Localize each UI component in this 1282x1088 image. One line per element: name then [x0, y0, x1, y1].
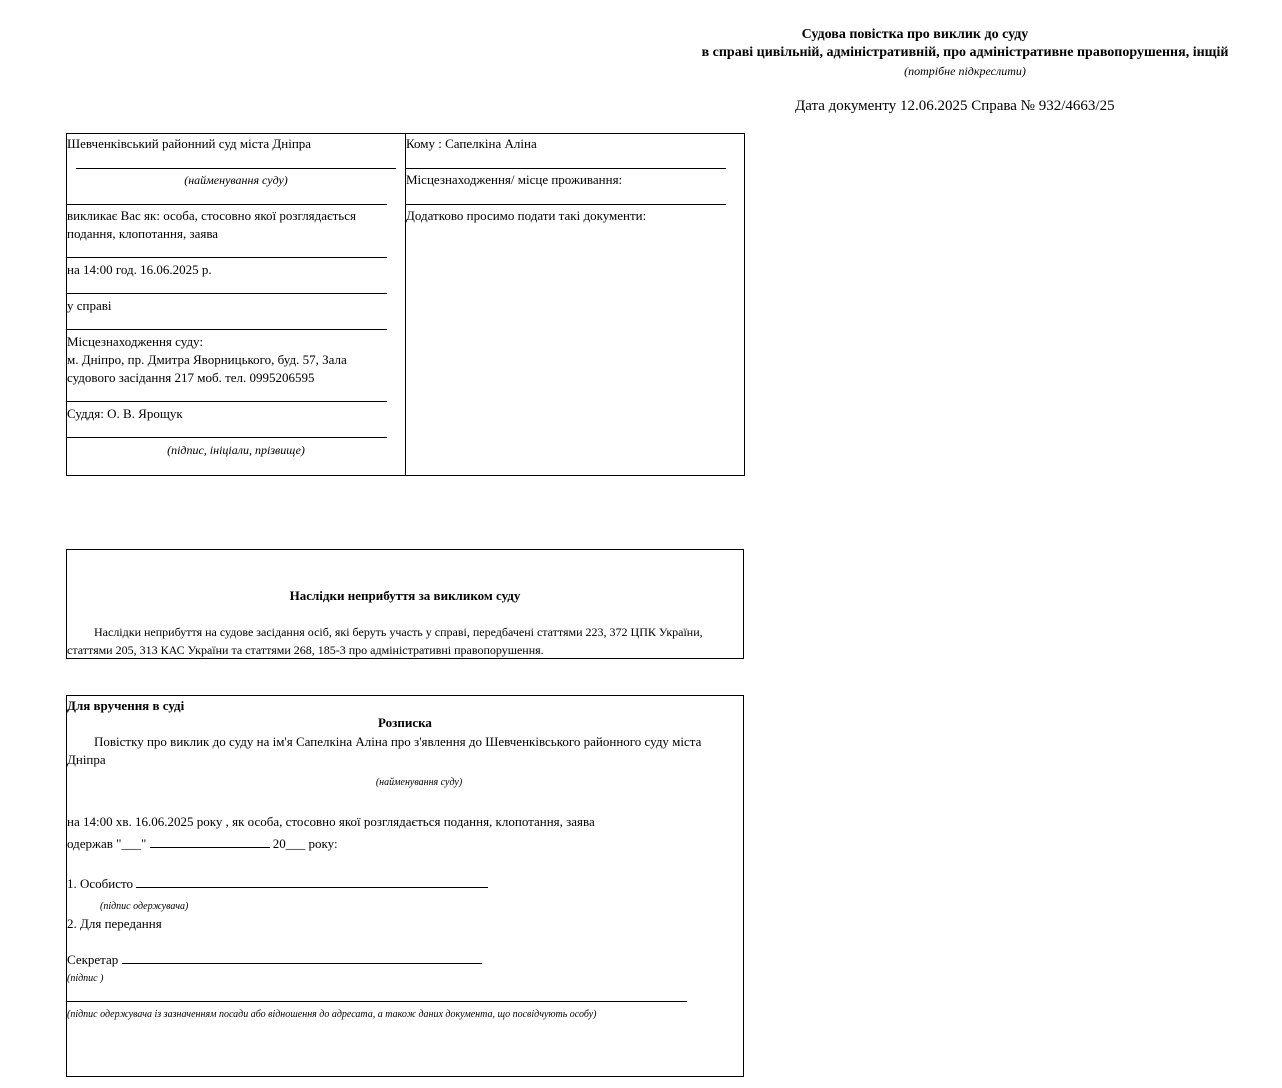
court-name-caption: (найменування суду) [184, 173, 288, 187]
personally-label: 1. Особисто [67, 876, 134, 891]
signature-caption: (підпис, ініціали, прізвище) [167, 443, 305, 457]
calls-as-line2: подання, клопотання, заява [67, 226, 219, 241]
consequences-text-line2: статтями 205, 313 КАС України та статтями 268, 185-3 про адміністративні правопорушення. [67, 643, 544, 657]
secretary-signature-blank [122, 951, 482, 964]
consequences-title: Наслідки неприбуття за викликом суду [289, 588, 521, 603]
secretary-signature-caption: (підпис ) [67, 973, 104, 984]
case-label: у справі [67, 298, 112, 313]
receipt-hearing-time: на 14:00 хв. 16.06.2025 року , як особа, стосовно якої розглядається подання, клопотання, заява [67, 814, 595, 829]
document-date-case: Дата документу 12.06.2025 Справа № 932/4663/25 [795, 98, 1115, 114]
divider [67, 401, 387, 402]
received-date-line [67, 835, 737, 853]
hearing-time: на 14:00 год. 16.06.2025 р. [67, 262, 212, 277]
document-title: Судова повістка про виклик до суду [801, 27, 1029, 42]
secretary-line [67, 951, 737, 969]
final-signature-caption: (підпис одержувача із зазначенням посади або відношення до адресата, а також даних документа, що посвідчують особу) [67, 1009, 597, 1020]
recipient-residence: Місцезнаходження/ місце проживання: [406, 172, 623, 187]
personally-line [67, 875, 737, 893]
for-court-delivery-label: Для вручення в суді [67, 698, 185, 713]
divider [67, 437, 387, 438]
personally-signature-blank [136, 875, 488, 888]
divider [406, 204, 726, 205]
document-subtitle: в справі цивільній, адміністративній, про адміністративне правопорушення, інщій [701, 45, 1229, 60]
court-location-label: Місцезнаходження суду: [67, 334, 203, 349]
transfer-label: 2. Для передання [67, 916, 162, 931]
recipient-signature-caption: (підпис одержувача) [100, 901, 189, 912]
received-prefix: одержав "___" [67, 836, 147, 851]
divider [76, 168, 396, 169]
calls-as-line1: викликає Вас як: особа, стосовно якої розглядається [67, 208, 356, 223]
received-suffix: року: [308, 836, 338, 851]
recipient-name: Кому : Сапелкіна Аліна [406, 136, 537, 151]
divider [67, 293, 387, 294]
secretary-label: Секретар [67, 952, 119, 967]
final-signature-line [67, 1001, 687, 1002]
received-month-blank [150, 835, 270, 848]
receipt-court-caption: (найменування суду) [375, 777, 463, 788]
consequences-text-line1: Наслідки неприбуття на судове засідання осіб, які беруть участь у справі, передбачені статтями 223, 372 ЦПК України, [94, 625, 703, 639]
divider [67, 329, 387, 330]
divider [406, 168, 726, 169]
court-location-line2: судового засідання 217 моб. тел. 0995206595 [67, 370, 315, 385]
court-location-line1: м. Дніпро, пр. Дмитра Яворницького, буд. 57, Зала [67, 352, 347, 367]
requested-documents: Додатково просимо подати такі документи: [406, 208, 647, 223]
receipt-title: Розписка [378, 715, 432, 730]
divider [67, 204, 387, 205]
divider [67, 257, 387, 258]
receipt-text-line2: Дніпра [67, 752, 106, 767]
receipt-text-line1: Повістку про виклик до суду на ім'я Сапелкіна Аліна про з'явлення до Шевченківського районного суду міста [94, 734, 702, 749]
underline-note: (потрібне підкреслити) [904, 64, 1026, 78]
received-year: 20___ [272, 836, 306, 851]
judge-name: Суддя: О. В. Ярощук [67, 406, 183, 421]
court-name: Шевченківський районний суд міста Дніпра [67, 136, 312, 151]
